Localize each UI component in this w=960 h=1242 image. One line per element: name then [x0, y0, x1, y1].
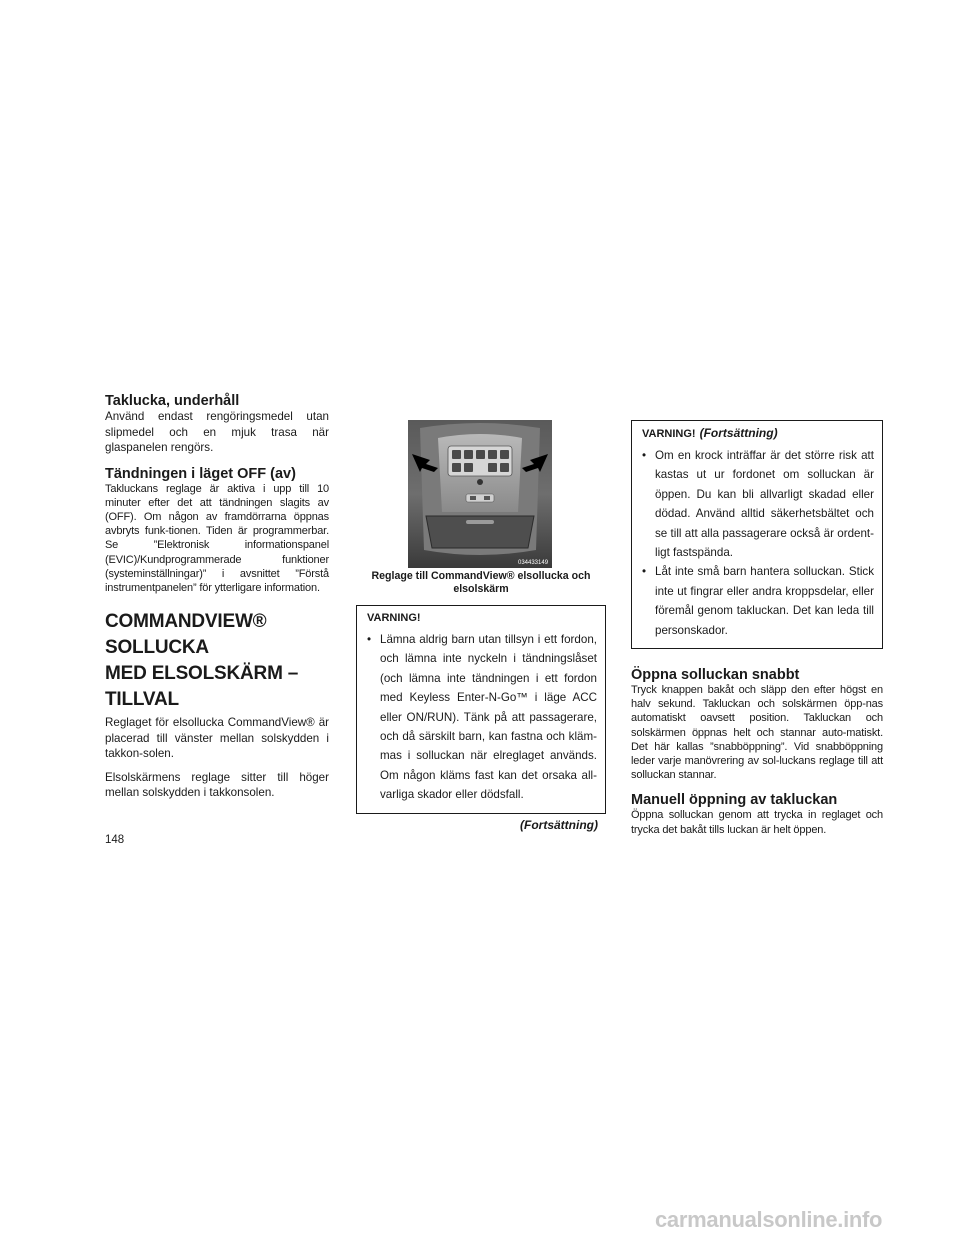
warning-title: VARNING! — [367, 612, 421, 624]
warning-item: • Om en krock inträffar är det större risk att kastas ut ur fordonet om solluckan är öppen. Du kan bli allvarligt skadad eller dödad. Använd alltid säkerhetsbältet och se till att alla passagerare också är ordent-ligt fastspända. — [642, 446, 874, 562]
sunroof-switch-text: Reglaget för elsollucka CommandView® är placerad till vänster mellan solskydden i takkon-solen. — [105, 716, 329, 761]
section-title-express-open: Öppna solluckan snabbt — [631, 667, 800, 684]
warning-continued-label: (Fortsättning) — [699, 426, 778, 440]
overhead-console-photo — [408, 420, 552, 568]
continued-label: (Fortsättning) — [520, 817, 598, 832]
manual-open-text: Öppna solluckan genom att trycka in reglaget och trycka det bakåt tills luckan är helt öppen. — [631, 809, 883, 836]
express-open-text: Tryck knappen bakåt och släpp den efter högst en halv sekund. Takluckan och solskärmen öpp-nas automatiskt oavsett position. Takluckan och solskärmen öppnas helt och stannar auto-matiskt. Det här kallas ”snabböppning”. Vid snabböppning leder varje manövrering av sol-luckans reglage till att solluckan stannar. — [631, 684, 883, 782]
sunshade-switch-text: Elsolskärmens reglage sitter till höger mellan solskydden i takkonsolen. — [105, 770, 329, 800]
section-title-manual-open: Manuell öppning av takluckan — [631, 792, 838, 809]
main-heading-line2: MED ELSOLSKÄRM – TILLVAL — [105, 663, 299, 711]
page-number: 148 — [105, 834, 125, 846]
ignition-off-text: Takluckans reglage är aktiva i upp till 10 minuter efter det att tändningen slagits av (OFF). Om någon av framdörrarna öppnas avbryts funk-tionen. Tiden är programmerbar. Se ”Elektronisk informationspanel (EVIC)/Kundprogrammerade funktioner (systeminställningar)” i avsnittet ”Förstå instrumentpanelen” för ytterligare information. — [105, 482, 329, 594]
watermark[interactable]: carmanualsonline.info — [655, 1207, 883, 1232]
main-heading-line1: COMMANDVIEW® SOLLUCKA — [105, 611, 267, 659]
bullet-icon: • — [642, 565, 647, 579]
warning-item: • Lämna aldrig barn utan tillsyn i ett fordon, och lämna inte nyckeln i tändningslåset (och lämna inte tändningen i ett fordon med Keyless Enter-N-Go™ i läge ACC eller ON/RUN). Tänk på att passagerare, och då särskilt barn, kan fastna och kläm-mas i solluckan när elreglaget används. Om någon kläms fast kan det orsaka all-varliga skador eller dödsfall. — [367, 630, 597, 805]
warning-box-continued — [631, 420, 883, 649]
right-column — [631, 420, 883, 837]
left-column — [105, 393, 329, 801]
main-heading — [105, 609, 329, 713]
warning-box — [356, 605, 606, 814]
figure-caption: Reglage till CommandView® elsollucka och elsolskärm — [371, 570, 591, 595]
bullet-icon: • — [367, 633, 372, 646]
bullet-icon: • — [642, 449, 647, 462]
maintenance-text: Använd endast rengöringsmedel utan slipmedel och en mjuk trasa när glaspanelen rengörs. — [105, 410, 329, 454]
photo-code: 034433149 — [518, 560, 549, 566]
figure — [356, 420, 606, 595]
section-title-ignition-off: Tändningen i läget OFF (av) — [105, 465, 296, 482]
warning-list — [642, 446, 874, 640]
section-title-maintenance: Taklucka, underhåll — [105, 393, 240, 409]
warning-item: • Låt inte små barn hantera solluckan. Stick inte ut fingrar eller andra kroppsdelar, eller föremål genom takluckan. Det kan leda till personskador. — [642, 562, 874, 640]
middle-column — [356, 420, 606, 832]
warning-list — [367, 630, 597, 805]
warning-title: VARNING! (Fortsättning) — [642, 426, 778, 440]
